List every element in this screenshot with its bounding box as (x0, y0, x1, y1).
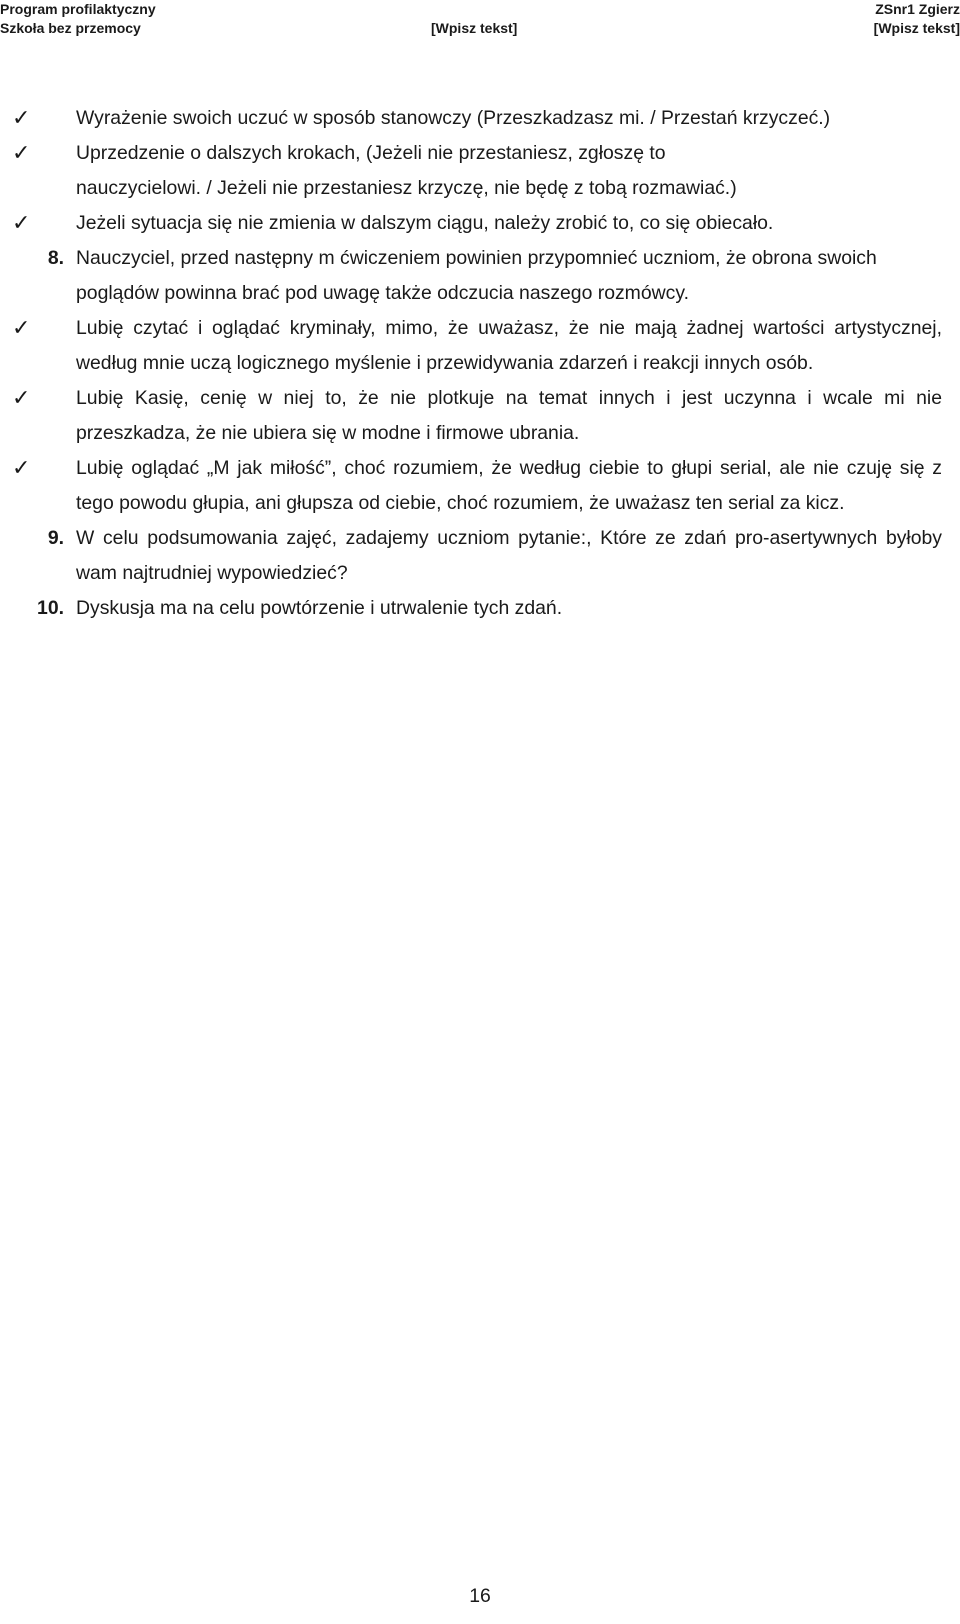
checkmark-icon: ✓ (12, 106, 31, 131)
header-left (0, 0, 156, 38)
list-item (0, 591, 960, 626)
list-item (0, 206, 960, 241)
document-body (0, 101, 960, 626)
list-item (0, 311, 960, 381)
list-item-text: Dyskusja ma na celu powtórzenie i utrwalenie tych zdań. (76, 597, 563, 619)
list-item (0, 451, 960, 521)
checkmark-icon: ✓ (12, 211, 31, 236)
list-item-text: Lubię Kasię, cenię w niej to, że nie plotkuje na temat innych i jest uczynna i wcale mi nie przeszkadza, że nie ubiera się w modne i firmowe ubrania. (76, 387, 942, 444)
checkmark-icon: ✓ (12, 316, 31, 341)
list-item (0, 521, 960, 591)
header-school-name: ZSnr1 Zgierz (875, 1, 960, 17)
list-item-text: W celu podsumowania zajęć, zadajemy uczniom pytanie:, Które ze zdań pro-asertywnych byłoby wam najtrudniej wypowiedzieć? (76, 527, 942, 584)
list-item-text: Jeżeli sytuacja się nie zmienia w dalszym ciągu, należy zrobić to, co się obiecało. (76, 212, 774, 234)
list-item (0, 241, 960, 311)
list-item-number: 8. (47, 247, 64, 269)
checkmark-icon: ✓ (12, 141, 31, 166)
header-right-placeholder: [Wpisz tekst] (873, 20, 960, 36)
page-header (0, 0, 960, 40)
list-item-number: 9. (47, 527, 64, 549)
list-item-text: Wyrażenie swoich uczuć w sposób stanowczy (Przeszkadzasz mi. / Przestań krzyczeć.) (76, 107, 831, 129)
list-item (0, 101, 960, 136)
header-program-title: Program profilaktyczny (0, 1, 156, 17)
list-item (0, 136, 960, 206)
header-right (874, 0, 960, 38)
header-program-subtitle: Szkoła bez przemocy (0, 20, 141, 36)
list-item-text: Nauczyciel, przed następny m ćwiczeniem powinien przypomnieć uczniom, że obrona swoich poglądów powinna brać pod uwagę także odczucia naszego rozmówcy. (76, 247, 877, 304)
page-number: 16 (469, 1585, 491, 1607)
list-item-number: 10. (37, 597, 64, 619)
header-center-placeholder: [Wpisz tekst] (431, 20, 518, 36)
checkmark-icon: ✓ (12, 456, 31, 481)
checkmark-icon: ✓ (12, 386, 31, 411)
list-item-text: Lubię czytać i oglądać kryminały, mimo, że uważasz, że nie mają żadnej wartości artystycznej, według mnie uczą logicznego myślenie i przewidywania zdarzeń i reakcji innych osób. (76, 317, 942, 374)
list-item (0, 381, 960, 451)
list-item-text: Lubię oglądać „M jak miłość”, choć rozumiem, że według ciebie to głupi serial, ale nie czuję się z tego powodu głupia, ani głupsza od ciebie, choć rozumiem, że uważasz ten serial za kicz. (76, 457, 942, 514)
list-item-text: Uprzedzenie o dalszych krokach, (Jeżeli nie przestaniesz, zgłoszę to nauczycielowi. / Jeżeli nie przestaniesz krzyczę, nie będę z tobą rozmawiać.) (76, 142, 737, 199)
